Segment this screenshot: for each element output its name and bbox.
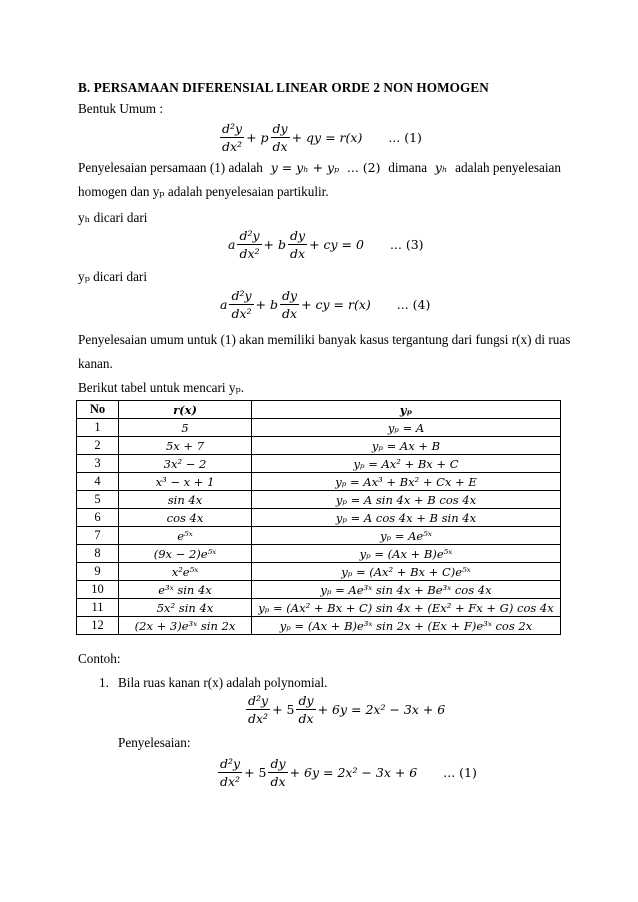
table-row — [77, 491, 561, 509]
row-number: 4 — [77, 473, 119, 491]
list-item-text: Bila ruas kanan r(x) adalah polynomial. — [118, 675, 328, 690]
table-row — [77, 617, 561, 635]
row-yp: yₚ = Ae⁵ˣ — [252, 527, 561, 545]
penyelesaian-label: Penyelesaian: — [118, 735, 191, 750]
header-yp: yₚ — [252, 401, 561, 419]
fraction-d2y-dx2: $\frac{\text{d²y}}{\text{dx²}}$ — [239, 228, 260, 261]
row-rx: x³ − x + 1 — [119, 473, 252, 491]
row-rx: 5 — [119, 419, 252, 437]
row-yp: yₚ = (Ax + B)e⁵ˣ — [252, 545, 561, 563]
row-yp: yₚ = Ae³ˣ sin 4x + Be³ˣ cos 4x — [252, 581, 561, 599]
yh-dicari-label: yₕ dicari dari — [78, 210, 148, 225]
fraction-dy-dx: $\frac{dy}{dx}$ — [281, 288, 298, 321]
equation-tag: ... (4) — [396, 297, 431, 312]
table-row — [77, 509, 561, 527]
row-number: 3 — [77, 455, 119, 473]
row-yp: yₚ = Ax² + Bx + C — [252, 455, 561, 473]
table-row — [77, 437, 561, 455]
row-number: 8 — [77, 545, 119, 563]
header-no: No — [77, 401, 119, 419]
equation-3: a $\frac{\text{d²y}}{\text{dx²}}$ + b $\frac{dy}{dx}$ + cy = 0 ... (3) — [228, 228, 424, 261]
row-rx: e³ˣ sin 4x — [119, 581, 252, 599]
row-yp: yₚ = A cos 4x + B sin 4x — [252, 509, 561, 527]
row-number: 5 — [77, 491, 119, 509]
equation-tag: ... (1) — [443, 765, 477, 780]
contoh-label: Contoh: — [78, 651, 121, 666]
list-item-number: 1. — [99, 675, 109, 690]
paragraph-general-solution: Penyelesaian umum untuk (1) akan memiliki banyak kasus tergantung dari fungsi r(x) di ruas — [78, 332, 571, 347]
particular-solution-table — [76, 400, 561, 635]
row-rx: e⁵ˣ — [119, 527, 252, 545]
row-yp: yₚ = A — [252, 419, 561, 437]
bentuk-umum-label: Bentuk Umum : — [78, 101, 163, 116]
paragraph-table-intro: Berikut tabel untuk mencari yₚ. — [78, 380, 245, 395]
table-row — [77, 455, 561, 473]
fraction-d2y-dx2: $\frac{\text{d²y}}{\text{dx²}}$ — [248, 693, 269, 726]
row-number: 10 — [77, 581, 119, 599]
row-number: 12 — [77, 617, 119, 635]
table-body — [77, 419, 561, 635]
fraction-dy-dx: $\frac{dy}{dx}$ — [298, 693, 314, 726]
table-row — [77, 599, 561, 617]
row-yp: yₚ = A sin 4x + B cos 4x — [252, 491, 561, 509]
row-rx: (2x + 3)e³ˣ sin 2x — [119, 617, 252, 635]
paragraph-general-solution-line2: kanan. — [78, 356, 113, 371]
table-row — [77, 563, 561, 581]
table-header-row — [77, 401, 561, 419]
row-rx: 5x² sin 4x — [119, 599, 252, 617]
paragraph-solution-form: Penyelesaian persamaan (1) adalah y = yₕ + yₚ ... (2) dimana yₕ adalah penyelesaian — [78, 160, 561, 175]
row-yp: yₚ = Ax³ + Bx² + Cx + E — [252, 473, 561, 491]
row-number: 1 — [77, 419, 119, 437]
fraction-dy-dx: $\frac{dy}{dx}$ — [270, 756, 286, 789]
row-number: 6 — [77, 509, 119, 527]
row-number: 7 — [77, 527, 119, 545]
table-row — [77, 527, 561, 545]
fraction-d2y-dx2: $\frac{\text{d²y}}{\text{dx²}}$ — [220, 756, 241, 789]
fraction-d2y-dx2: $\frac{\text{d²y}}{\text{dx²}}$ — [222, 121, 243, 154]
row-number: 11 — [77, 599, 119, 617]
row-rx: 5x + 7 — [119, 437, 252, 455]
header-rx: r(x) — [119, 401, 252, 419]
row-number: 9 — [77, 563, 119, 581]
row-yp: yₚ = (Ax² + Bx + C) sin 4x + (Ex² + Fx + G) cos 4x — [252, 599, 561, 617]
equation-4: a $\frac{\text{d²y}}{\text{dx²}}$ + b $\frac{dy}{dx}$ + cy = r(x) ... (4) — [220, 288, 431, 321]
row-rx: 3x² − 2 — [119, 455, 252, 473]
equation-tag: ... (3) — [389, 237, 424, 252]
fraction-dy-dx: $\frac{dy}{dx}$ — [289, 228, 306, 261]
equation-example: $\frac{\text{d²y}}{\text{dx²}}$ + 5 $\frac{dy}{dx}$ + 6y = 2x² − 3x + 6 — [248, 693, 446, 726]
table-row — [77, 545, 561, 563]
row-yp: yₚ = (Ax² + Bx + C)e⁵ˣ — [252, 563, 561, 581]
row-number: 2 — [77, 437, 119, 455]
fraction-dy-dx: $\frac{dy}{dx}$ — [272, 121, 288, 154]
row-rx: cos 4x — [119, 509, 252, 527]
row-yp: yₚ = (Ax + B)e³ˣ sin 2x + (Ex + F)e³ˣ cos 2x — [252, 617, 561, 635]
table-row — [77, 473, 561, 491]
row-rx: sin 4x — [119, 491, 252, 509]
row-rx: x²e⁵ˣ — [119, 563, 252, 581]
yp-dicari-label: yₚ dicari dari — [78, 269, 147, 284]
paragraph-solution-line2: homogen dan yₚ adalah penyelesaian partikulir. — [78, 184, 329, 199]
row-yp: yₚ = Ax + B — [252, 437, 561, 455]
equation-tag: ... (1) — [388, 130, 422, 145]
equation-1: $\frac{\text{d²y}}{\text{dx²}}$ + p $\frac{dy}{dx}$ + qy = r(x) ... (1) — [222, 121, 422, 154]
table-row — [77, 419, 561, 437]
section-title: B. PERSAMAAN DIFERENSIAL LINEAR ORDE 2 NON HOMOGEN — [78, 80, 489, 95]
table-row — [77, 581, 561, 599]
fraction-d2y-dx2: $\frac{\text{d²y}}{\text{dx²}}$ — [231, 288, 252, 321]
row-rx: (9x − 2)e⁵ˣ — [119, 545, 252, 563]
equation-solution: $\frac{\text{d²y}}{\text{dx²}}$ + 5 $\frac{dy}{dx}$ + 6y = 2x² − 3x + 6 ... (1) — [220, 756, 477, 789]
